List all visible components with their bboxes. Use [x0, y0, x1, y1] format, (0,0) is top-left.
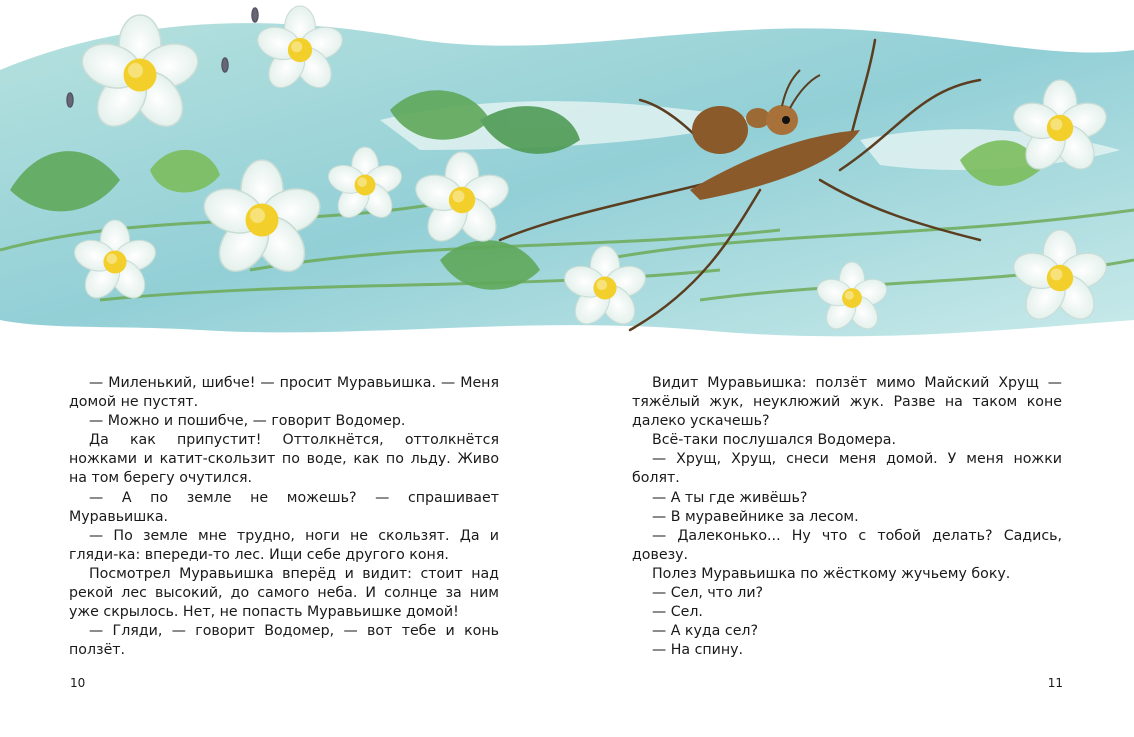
ant-eye: [782, 116, 790, 124]
paragraph: — Гляди, — говорит Водомер, — вот тебе и конь ползёт.: [69, 623, 499, 659]
paragraph: Посмотрел Муравьишка вперёд и видит: стоит над рекой лес высокий, до самого неба. И солнце за ним уже скрылось. Нет, не попасть Муравьишке домой!: [69, 565, 499, 621]
page-number-left: 10: [70, 676, 86, 690]
paragraph: — А куда сел?: [652, 623, 759, 640]
paragraph: Да как припустит! Оттолкнётся, оттолкнётся ножками и катит-скользит по воде, как по льду. Живо на том берегу очутился.: [69, 432, 499, 487]
paragraph: — А ты где живёшь?: [652, 489, 808, 506]
paragraph: — Сел, что ли?: [652, 585, 764, 602]
paragraph: — На спину.: [652, 642, 744, 659]
paragraph: — Сел.: [652, 604, 703, 621]
paragraph: Полез Муравьишка по жёсткому жучьему боку.: [652, 565, 1011, 582]
right-page-text: [632, 374, 1062, 660]
paragraph: — Можно и пошибче, — говорит Водомер.: [89, 413, 406, 430]
paragraph: Всё-таки послушался Водомера.: [652, 432, 896, 449]
watercolor-illustration: [0, 0, 1134, 345]
paragraph: — Далеконько... Ну что с тобой делать? Садись, довезу.: [632, 527, 1062, 563]
paragraph: Видит Муравьишка: ползёт мимо Майский Хрущ — тяжёлый жук, неуклюжий жук. Разве на таком коне далеко ускачешь?: [632, 375, 1062, 430]
paragraph: — В муравейнике за лесом.: [652, 508, 859, 525]
ant-abdomen: [692, 106, 748, 154]
left-page-text: [69, 374, 499, 660]
paragraph: — По земле мне трудно, ноги не скользят. Да и гляди-ка: впереди-то лес. Ищи себе другого коня.: [69, 527, 499, 563]
paragraph: — Миленький, шибче! — просит Муравьишка. — Меня домой не пустят.: [69, 375, 499, 411]
paragraph: — А по земле не можешь? — спрашивает Муравьишка.: [69, 489, 499, 525]
page-number-right: 11: [1047, 676, 1063, 690]
paragraph: — Хрущ, Хрущ, снеси меня домой. У меня ножки болят.: [632, 451, 1062, 487]
